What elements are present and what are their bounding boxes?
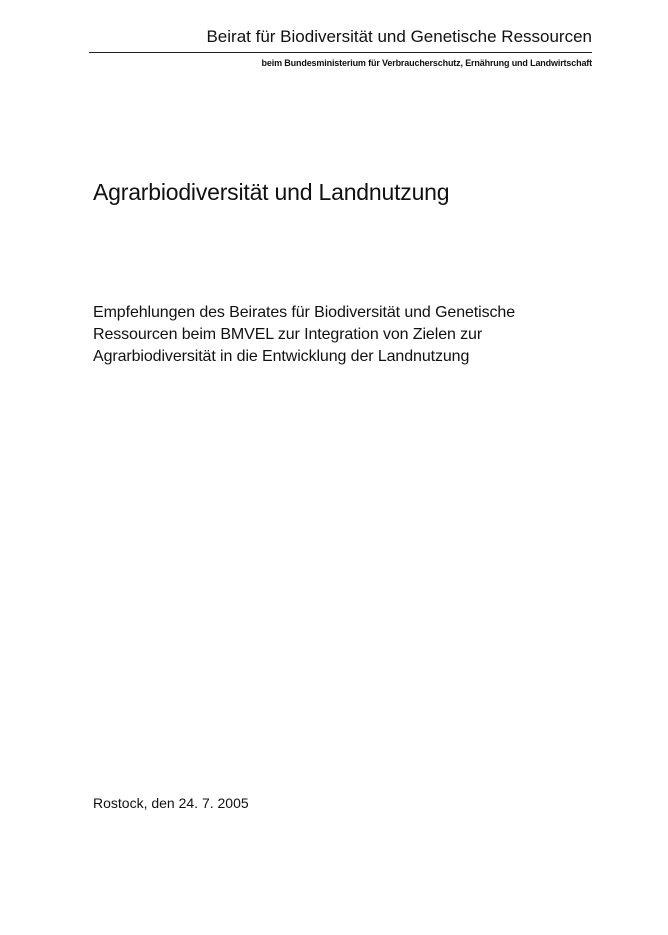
place-date: Rostock, den 24. 7. 2005: [93, 795, 249, 811]
description-line: Ressourcen beim BMVEL zur Integration von Zielen zur: [93, 326, 483, 343]
document-title: Agrarbiodiversität und Landnutzung: [93, 179, 450, 205]
description-line: Empfehlungen des Beirates für Biodiversität und Genetische: [93, 304, 516, 321]
description-line: Agrarbiodiversität in die Entwicklung der Landnutzung: [93, 348, 470, 365]
header-title: Beirat für Biodiversität und Genetische Ressourcen: [206, 27, 592, 46]
header-divider: [89, 52, 592, 53]
document-description: [93, 302, 593, 368]
header-subtitle: beim Bundesministerium für Verbraucherschutz, Ernährung und Landwirtschaft: [261, 58, 592, 68]
